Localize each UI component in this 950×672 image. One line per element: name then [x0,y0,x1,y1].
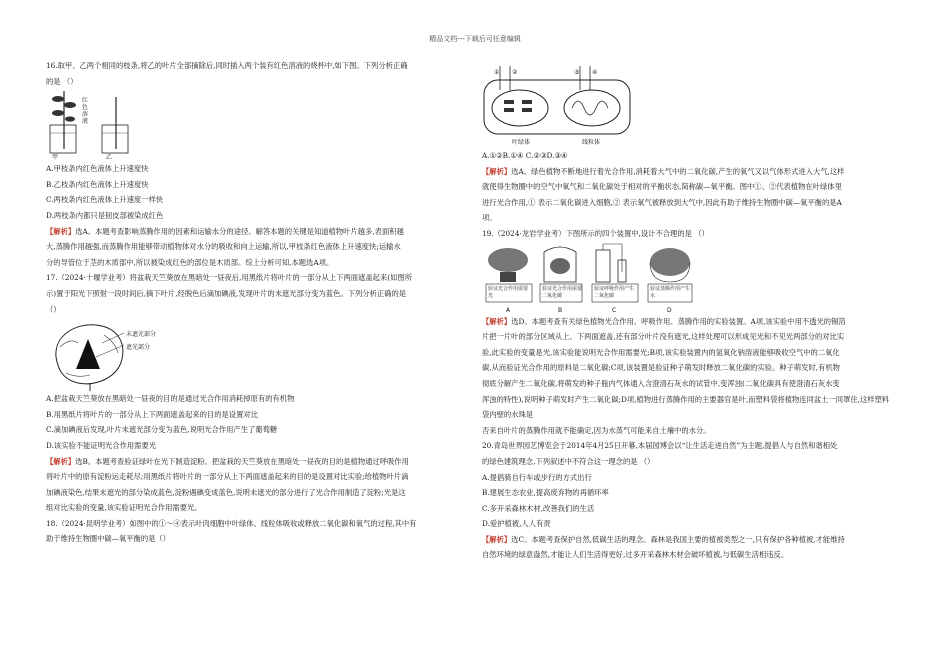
arrow-num-1: ① [494,69,500,76]
fig-label-yi: 乙 [106,154,113,162]
q20-analysis: 【解析】选C。本题考查保护自然,低碳生活的理念。森林是我国主要的植被类型之一,只有保护各种植被,才能维持 [482,534,845,544]
q16-analysis-line: 分的导管位于茎的木质部中,所以被染成红色的部位是木质部。综上分析可知,本题选A项。 [46,257,334,267]
q19-analysis-line: 验,此实验的变量是光,该实验能说明光合作用需要光;B项,该实验装置内的氢氧化钠溶液能够吸收空气中的二氧化 [482,347,840,357]
arrow-num-4: ④ [592,69,598,76]
q17-stem: 示)置于阳光下照射一段时间后,摘下叶片,经脱色后滴加碘液,发现叶片的未遮光部分变为蓝色。下列分析正确的是 [46,288,407,298]
analysis-tag: 【解析】 [46,226,76,236]
caption-b: 验证光合作用需要二氧化碳 [542,285,583,299]
q19-analysis-line: 彻底分解产生二氧化碳,将萌发的种子瓶内气体通入含澄清石灰水的试管中,变浑浊(二氧化碳具有使澄清石灰水变 [482,378,840,388]
q20-option-b: B.建展生态农业,提高废弃物的再循环率 [482,488,609,498]
caption-c: 验证呼吸作用产生二氧化碳 [594,285,635,299]
q18-analysis-line: 项。 [482,213,497,223]
q16-figure [46,89,458,161]
q19-figure [482,242,894,314]
analysis-tag: 【解析】 [46,456,76,466]
q19-analysis-line: 碳,从而验证光合作用的原料是二氧化碳;C项,该装置是验证种子萌发时释放二氧化碳的实验。种子萌发时,有机物 [482,363,840,373]
caption-a: 验证光合作用需要光 [488,285,529,299]
q20-stem: 20.青岛世界园艺博览会于2014年4月25日开幕,本届园博会以“让生活走进自然”为主题,提倡人与自然和谐相处 [482,441,838,451]
label-chloroplast: 叶绿体 [512,139,531,146]
analysis-tag: 【解析】 [482,316,512,326]
q17-option-d: D.该实验不能证明光合作用需要光 [46,440,157,450]
q18-stem: 助于维持生物圈中碳—氧平衡的是（） [46,534,171,544]
q17-stem: 17.（2024·十堰学业考）将盆栽天竺葵放在黑暗处一昼夜后,用黑纸片将叶片的一部分从上下两面遮盖起来(如图所 [46,273,413,283]
label-a: A [506,306,511,314]
q16-option-b: B.乙枝条内红色液体上升速度快 [46,179,149,189]
fig-label-red-solution: 红色溶液 [82,97,89,126]
q19-analysis: 【解析】选D。本题考查有关绿色植物光合作用、呼吸作用、蒸腾作用的实验装置。A项,该实验中用不透光的锡箔 [482,316,846,326]
q16-stem: 16.取甲、乙两个相同的枝条,将乙的叶片全部摘除后,同时插入两个装有红色溶液的烧杯中,如下图。下列分析正确 [46,61,408,70]
fig-label-jia: 甲 [52,154,59,162]
label-d: D [667,306,672,314]
right-column [482,64,894,563]
q16-stem-2: 的是 （） [46,76,78,86]
analysis-tag: 【解析】 [482,534,512,544]
caption-d: 验证蒸腾作用产生水 [650,285,691,299]
label-b: B [558,306,563,314]
fig-label-unshaded: 未遮光部分 [126,331,157,339]
q20-option-d: D.爱护植被,人人有责 [482,519,551,529]
fig-label-shaded: 遮光部分 [126,344,151,352]
q17-analysis-line: 加碘液染色,结果未遮光的部分染成蓝色,淀粉遇碘变成蓝色,说明未遮光的部分进行了光合作用制造了淀粉;光是这 [46,487,406,497]
label-mitochondrion: 线粒体 [582,139,601,146]
organelle-diagram [482,64,632,148]
q17-stem: （） [46,304,61,314]
q20-option-a: A.提倡骑自行车或步行的方式出行 [482,472,592,482]
q18-analysis-line: 就使得生物圈中的空气中氧气和二氧化碳处于相对的平衡状态,简称碳—氧平衡。图中①、②代表植物在叶绿体里 [482,182,842,192]
q17-option-c: C.滴加碘液后发现,叶片未遮光部分变为蓝色,说明光合作用产生了葡萄糖 [46,425,278,435]
q18-stem: 18.（2024·昆明学业考）如图中的①～④表示叶肉细胞中叶绿体、线粒体吸收或释放二氧化碳和氧气的过程,其中有 [46,518,417,528]
q17-analysis-line: 将叶片中的原有淀粉运走耗尽;用黑纸片将叶片的一部分从上下两面遮盖起来的目的是设置对比实验;给植物叶片滴 [46,472,409,482]
q17-analysis-line: 组对比实验的变量,该实验证明光合作用需要光。 [46,503,202,513]
q18-analysis: 【解析】选A。绿色植物不断地进行着光合作用,消耗着大气中的二氧化碳,产生的氧气又以气体形式进入大气,这样 [482,166,845,176]
label-c: C [612,306,617,314]
q18-figure [482,64,894,148]
q18-options: A.①②B.①④ C.②③D.③④ [482,151,568,160]
arrow-num-2: ② [512,69,518,76]
q16-analysis: 【解析】选A。本题考查影响蒸腾作用的因素和运输水分的途径。解答本题的关键是知道植物叶片越多,表面积越 [46,226,404,236]
left-column [46,58,458,547]
branch-beaker-diagram [46,89,166,161]
arrow-num-3: ③ [574,69,580,76]
q18-analysis-line: 进行光合作用,① 表示二氧化碳进入细胞,② 表示氧气被释放到大气中,因此有助于维持生物圈中碳—氧平衡的是A [482,197,842,207]
q16-option-a: A.甲枝条内红色液体上升速度快 [46,164,149,174]
q17-option-b: B.用黑纸片将叶片的一部分从上下两面遮盖起来的目的是设置对比 [46,409,258,419]
q16-option-d: D.两枝条内都只是韧皮部被染成红色 [46,210,164,220]
q16-analysis-line: 大,蒸腾作用越强,而蒸腾作用能够带动植物体对水分的吸收和向上运输,所以,甲枝条红色液体上升速度快;运输水 [46,242,401,252]
q19-stem: 19.（2024·龙岩学业考）下图所示的四个装置中,设计不合理的是 （） [482,228,709,238]
q20-option-c: C.多开采森林木材,改善我们的生活 [482,503,595,513]
q20-analysis-line: 自然环境的绿意盎然,才能让人们生活得更好,过多开采森林木材会破坏植被,与低碳生活相违反。 [482,550,789,560]
analysis-tag: 【解析】 [482,166,512,176]
q20-stem: 的绿色建筑理念,下列叙述中不符合这一理念的是 （） [482,456,655,466]
q19-analysis-line: 片把一片叶的部分区域从上、下两面遮盖,还有部分叶片没有遮光,这样处理可以形成见光和不见光两部分的对比实 [482,332,845,342]
q16-option-c: C.两枝条内红色液体上升速度一样快 [46,195,164,205]
four-apparatus-diagram [482,242,702,314]
q19-analysis-line: 否来自叶片的蒸腾作用就不能确定,因为水蒸气可能来自土壤中的水分。 [482,425,711,435]
q19-analysis-line: 浑浊的特性),说明种子萌发时产生二氧化碳;D项,植物进行蒸腾作用的主要器官是叶,而塑料袋将植物连同盆土一同罩住,这样塑料袋内壁的水珠是 [482,394,890,420]
page-header: 精品文档---下载后可任意编辑 [429,35,521,43]
q17-analysis: 【解析】选B。本题考查验证绿叶在光下制造淀粉。把盆栽的天竺葵放在黑暗处一昼夜的目的是植物通过呼吸作用 [46,456,409,466]
q17-option-a: A.把盆栽天竺葵放在黑暗处一昼夜的目的是通过光合作用消耗掉原有的有机物 [46,394,295,404]
q17-figure [46,317,458,391]
